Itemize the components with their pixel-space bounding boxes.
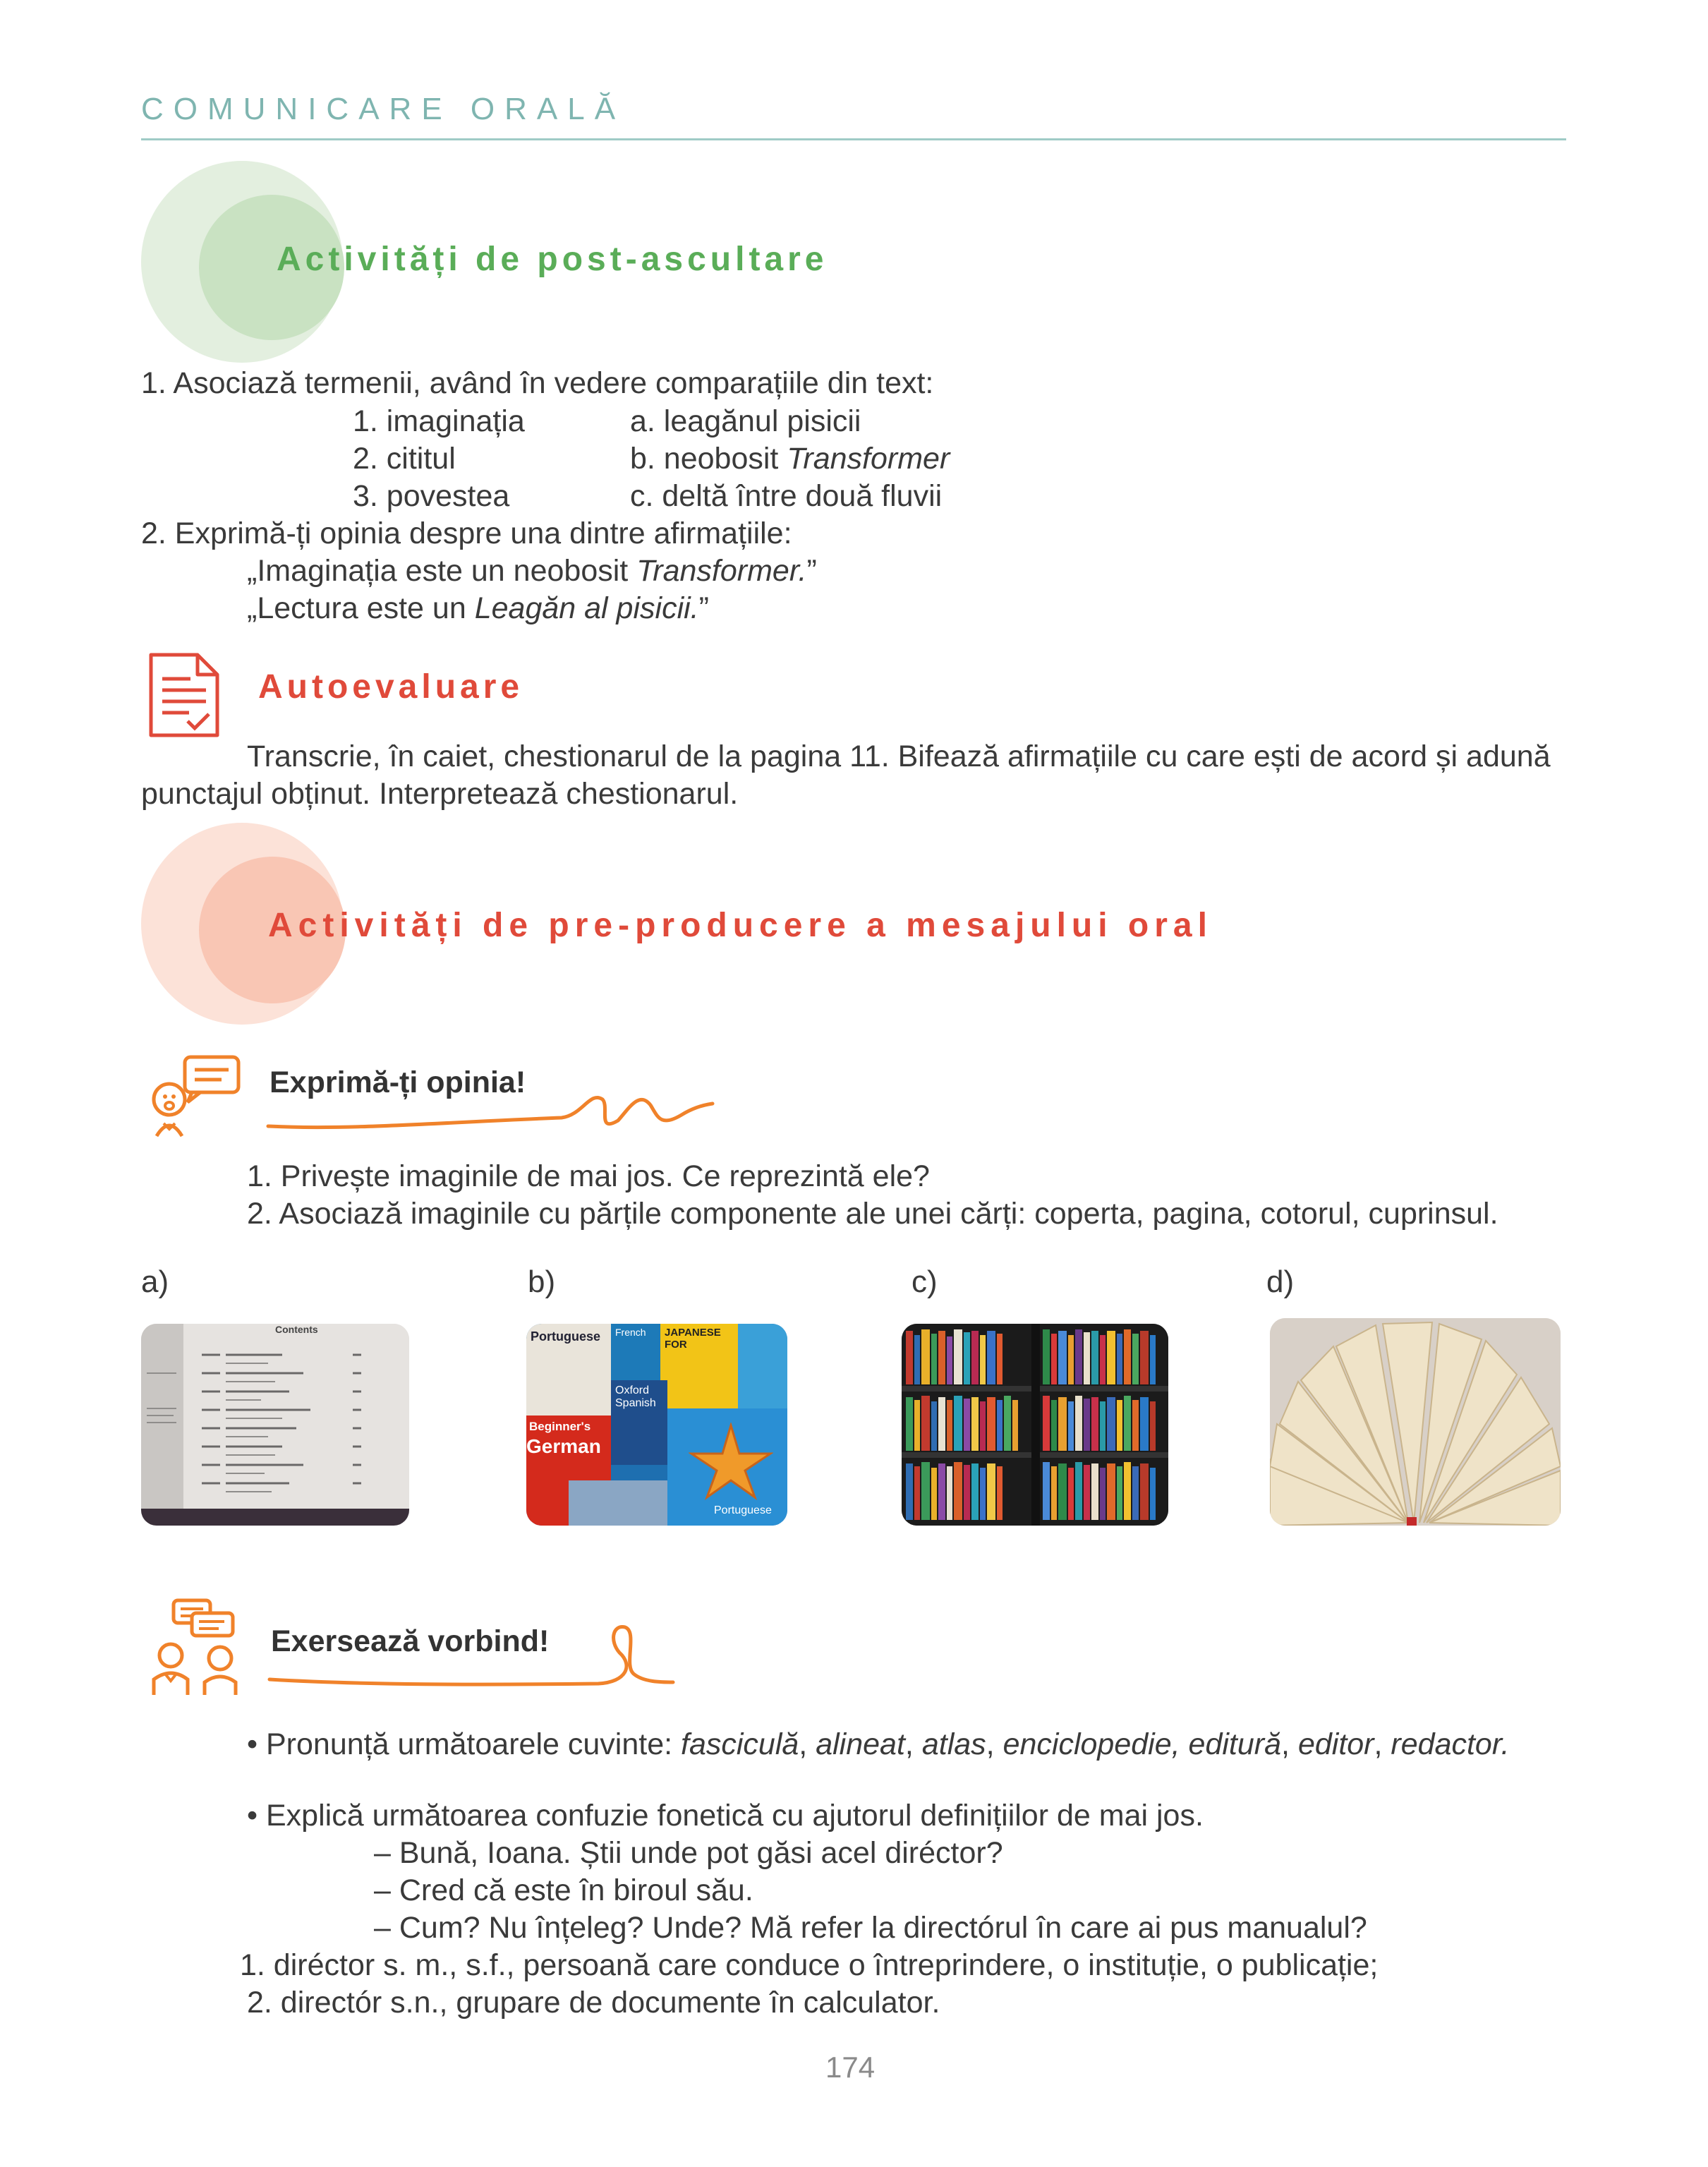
- starfish-icon: [689, 1423, 773, 1500]
- pair-right-2: [630, 440, 950, 478]
- word-5: editură: [1188, 1727, 1282, 1761]
- opinion-question-1: 1. Privește imaginile de mai jos. Ce reprezintă ele?: [247, 1159, 930, 1193]
- cover-8: [569, 1480, 667, 1526]
- pronounce-line: • Pronunță următoarele cuvinte: fasciculă, alineat, atlas, enciclopedie, editură, editor, redactor.: [247, 1727, 1510, 1761]
- speaking-person-icon: [147, 1054, 243, 1140]
- fanned-pages: [1270, 1318, 1561, 1526]
- bookshelf-spines: [902, 1324, 1168, 1526]
- decorative-underline: [267, 1609, 676, 1694]
- dialog-line-3: – Cum? Nu înțeleg? Unde? Mă refer la directórul în care ai pus manualul?: [374, 1911, 1367, 1945]
- checklist-document-icon: [147, 652, 222, 738]
- pair-right-1-text: a. leagănul pisicii: [630, 404, 861, 438]
- quote-1-a: „Imaginația este un neobosit: [247, 554, 637, 588]
- word-7: redactor.: [1391, 1727, 1510, 1761]
- cover-2-label: French: [615, 1327, 646, 1338]
- photo-bookshelf: [902, 1324, 1168, 1526]
- quote-2-b: Leagăn al pisicii.: [474, 591, 699, 625]
- image-label-b: b): [528, 1264, 556, 1299]
- autoevaluare-line-2: punctajul obținut. Interpretează chestionarul.: [141, 777, 739, 811]
- two-people-talking-icon: [150, 1598, 246, 1698]
- pair-right-2-text: b. neobosit: [630, 442, 787, 476]
- cover-3-label: JAPANESE FOR: [665, 1327, 721, 1351]
- word-6: editor: [1297, 1727, 1374, 1761]
- dialog-line-1: – Bună, Ioana. Știi unde pot găsi acel diréctor?: [374, 1836, 1003, 1870]
- quote-2-c: ”: [698, 591, 709, 625]
- photo-open-book-pages: [1270, 1318, 1561, 1526]
- word-1: fasciculă: [681, 1727, 799, 1761]
- exercise-2-intro: 2. Exprimă-ți opinia despre una dintre afirmațiile:: [141, 517, 792, 550]
- quote-1-c: ”: [806, 554, 817, 588]
- pronounce-intro: • Pronunță următoarele cuvinte:: [247, 1727, 681, 1761]
- contents-heading: Contents: [275, 1324, 318, 1335]
- autoevaluare-title: Autoevaluare: [258, 668, 524, 706]
- cover-6-label: Beginner's: [529, 1420, 591, 1433]
- quote-1-b: Transformer.: [636, 554, 807, 588]
- cover-5-label: Oxford Spanish: [615, 1384, 656, 1409]
- quote-2-a: „Lectura este un: [247, 591, 475, 625]
- image-label-a: a): [141, 1264, 169, 1299]
- definition-2: 2. directór s.n., grupare de documente în calculator.: [247, 1986, 940, 2020]
- exercise-1-intro: 1. Asociază termenii, având în vedere comparațiile din text:: [141, 366, 934, 400]
- pair-right-1: [630, 402, 861, 440]
- definition-1: 1. diréctor s. m., s.f., persoană care conduce o întreprindere, o instituție, o publicație;: [240, 1948, 1379, 1982]
- word-4: enciclopedie,: [1003, 1727, 1180, 1761]
- pair-right-3: [630, 477, 942, 515]
- pair-left-3: 3. povestea: [353, 479, 510, 513]
- speaking-title: Exersează vorbind!: [271, 1624, 550, 1658]
- header-rule: [141, 138, 1566, 140]
- cover-7-label: Portuguese: [714, 1504, 772, 1516]
- contents-lines: [141, 1324, 409, 1526]
- word-3: atlas: [921, 1727, 986, 1761]
- section-title-post: Activități de post-ascultare: [277, 241, 828, 278]
- cover-6-label-2: German: [526, 1435, 601, 1457]
- cover-1-label: Portuguese: [531, 1329, 601, 1344]
- word-2: alineat: [816, 1727, 905, 1761]
- pair-left-2: 2. cititul: [353, 442, 456, 476]
- quote-2: [247, 589, 709, 627]
- page-number: 174: [825, 2051, 876, 2084]
- pair-left-1: 1. imaginația: [353, 404, 525, 438]
- image-label-d: d): [1266, 1264, 1295, 1299]
- photo-table-of-contents: [141, 1324, 409, 1526]
- cover-4: [738, 1324, 787, 1416]
- opinion-title: Exprimă-ți opinia!: [269, 1066, 526, 1099]
- explain-line: • Explică următoarea confuzie fonetică cu ajutorul definițiilor de mai jos.: [247, 1799, 1204, 1833]
- running-header: COMUNICARE ORALĂ: [141, 92, 626, 126]
- autoevaluare-line-1: Transcrie, în caiet, chestionarul de la pagina 11. Bifează afirmațiile cu care ești de acord și adună: [247, 740, 1551, 773]
- pair-right-3-text: c. deltă între două fluvii: [630, 479, 943, 513]
- photo-book-covers: [526, 1324, 787, 1526]
- opinion-question-2: 2. Asociază imaginile cu părțile componente ale unei cărți: coperta, pagina, cotorul, cuprinsul.: [247, 1197, 1498, 1231]
- dialog-line-2: – Cred că este în biroul său.: [374, 1873, 753, 1907]
- section-title-pre: Activități de pre-producere a mesajului oral: [268, 907, 1213, 944]
- pair-right-2-italic: Transformer: [787, 442, 950, 476]
- image-label-c: c): [911, 1264, 938, 1299]
- decorative-underline: [265, 1087, 717, 1136]
- quote-1: [247, 552, 817, 590]
